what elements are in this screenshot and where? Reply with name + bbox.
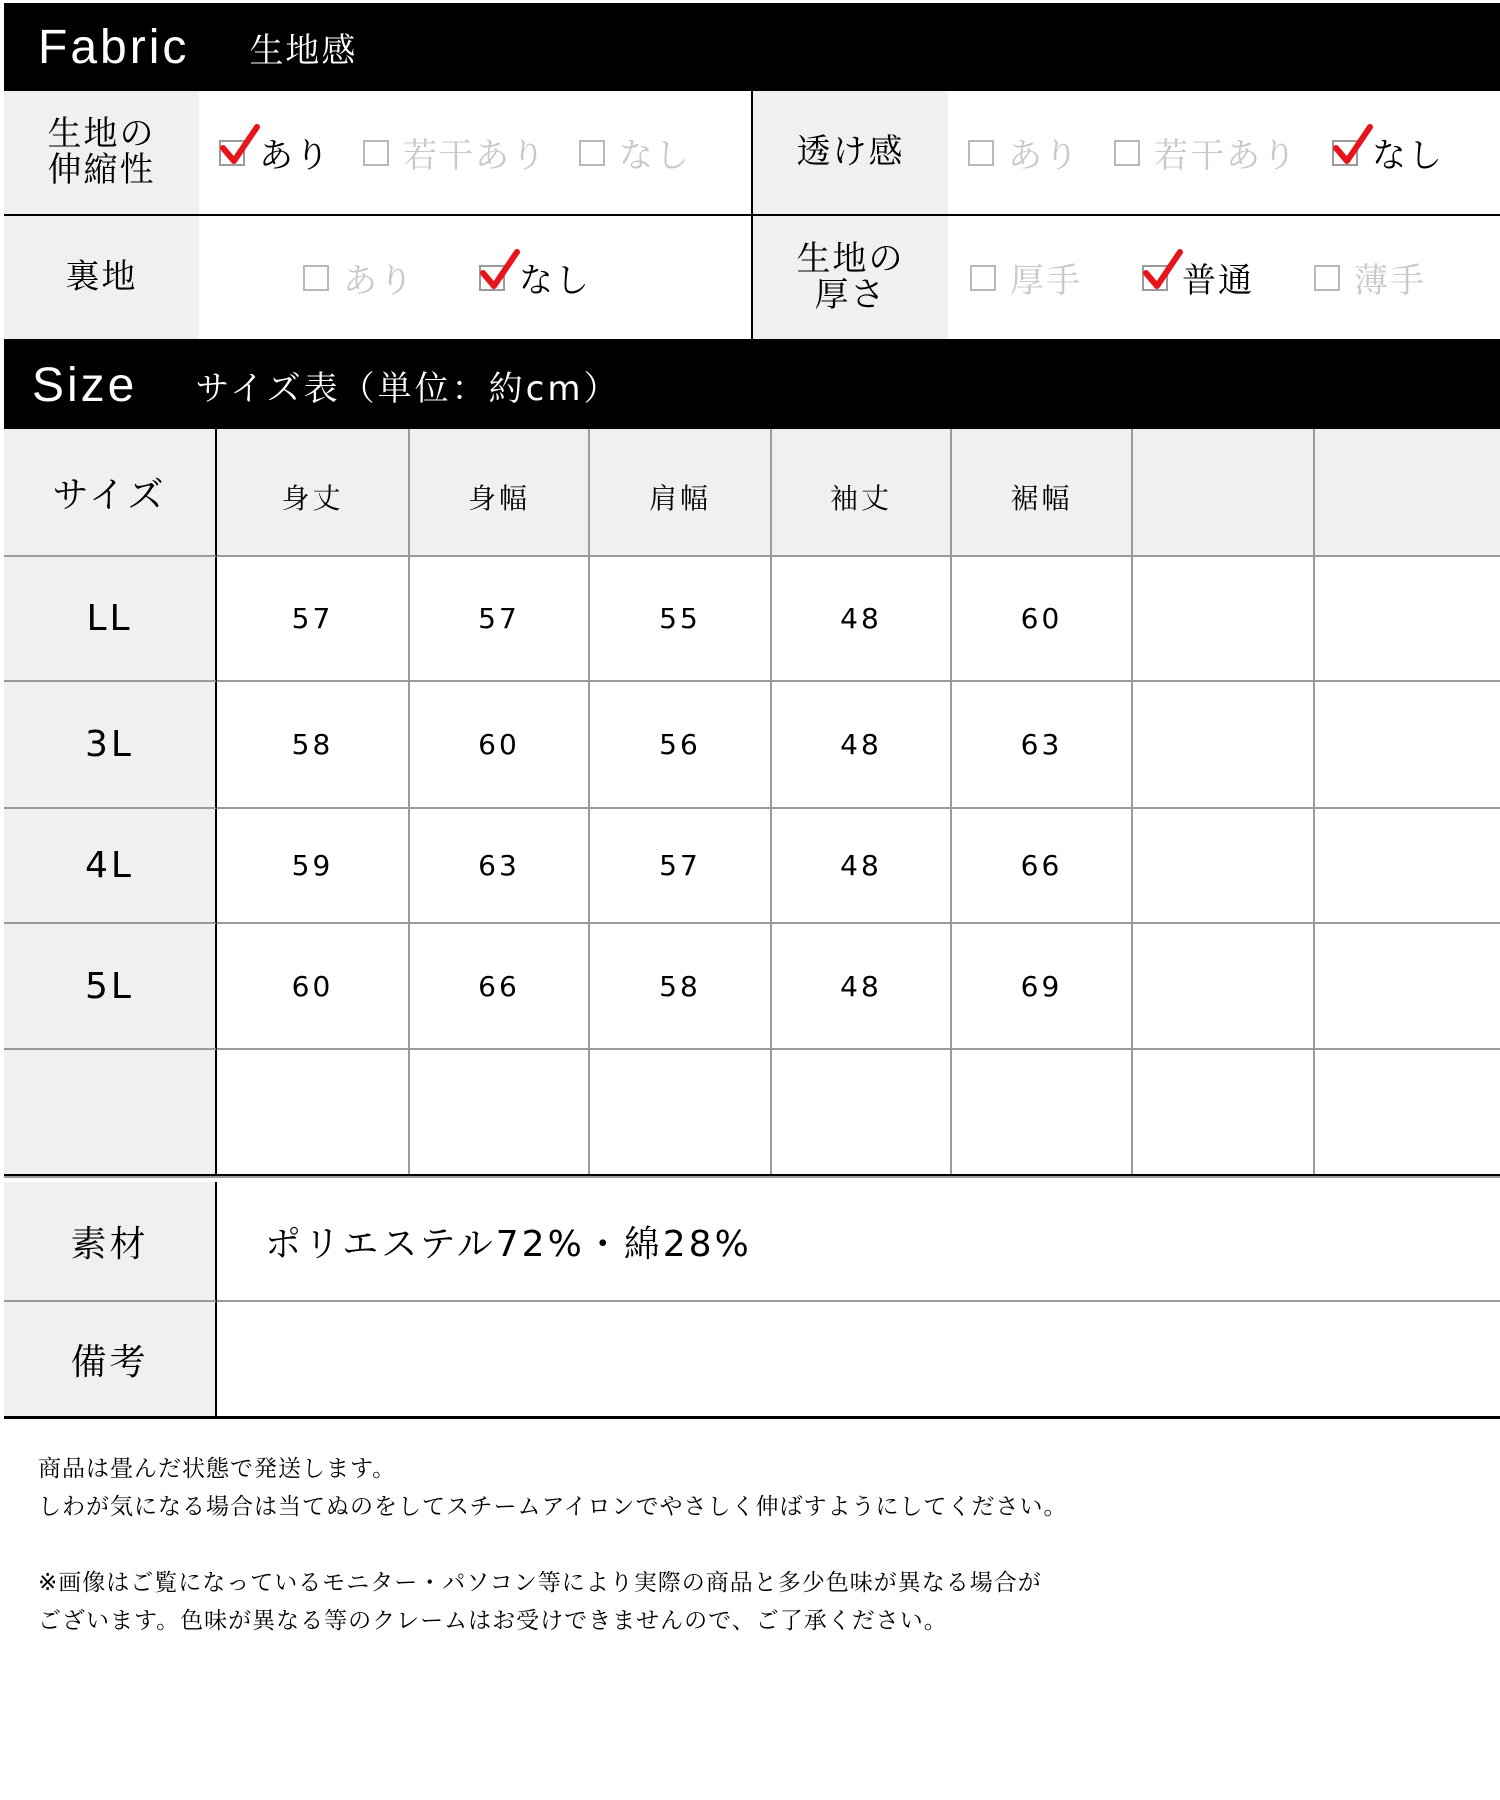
material-label: 素材 [4,1182,217,1302]
table-cell [1133,809,1315,924]
checkbox-icon [479,265,505,291]
table-cell: 48 [772,809,952,924]
note-gap [38,1526,1067,1564]
table-cell: 57 [590,809,772,924]
material-value: ポリエステル72%・綿28% [217,1182,1500,1302]
lining-option-1[interactable]: なし [479,253,591,302]
row-size-label: 4L [4,809,217,924]
table-cell: 59 [217,809,410,924]
column-header: 身幅 [410,429,590,557]
stretch-label: 生地の 伸縮性 [4,91,199,216]
checkbox-icon [1114,140,1140,166]
checkmark-icon [480,249,520,291]
thickness-options [948,216,1500,341]
column-header: 袖丈 [772,429,952,557]
notes [38,1450,1067,1640]
table-cell: 63 [410,809,590,924]
thickness-label: 生地の 厚さ [753,216,948,341]
table-cell [772,1050,952,1174]
table-cell [1315,682,1500,809]
table-cell [1133,1050,1315,1174]
sheer-option-1[interactable]: 若干あり [1114,128,1298,177]
table-cell: 48 [772,557,952,682]
table-cell [1315,809,1500,924]
table-cell [1133,924,1315,1050]
lining-label: 裏地 [4,216,199,341]
table-cell: 58 [217,682,410,809]
thickness-option-0[interactable]: 厚手 [970,253,1082,302]
column-header: 身丈 [217,429,410,557]
checkbox-icon [579,140,605,166]
size-title-jp: サイズ表（単位：約cm） [195,368,621,409]
table-cell: 56 [590,682,772,809]
material-table [4,1182,1500,1419]
table-cell: 69 [952,924,1133,1050]
table-cell: 66 [952,809,1133,924]
sheer-option-0[interactable]: あり [968,128,1080,177]
table-cell [217,1050,410,1174]
stretch-options [199,91,753,216]
note-line: しわが気になる場合は当てぬのをしてスチームアイロンでやさしく伸ばすようにしてください。 [38,1494,1068,1520]
sheer-options [948,91,1500,216]
stretch-option-2[interactable]: なし [579,128,691,177]
row-size-label: 3L [4,682,217,809]
fabric-title-jp: 生地感 [249,30,358,71]
table-cell: 58 [590,924,772,1050]
fabric-title-en: Fabric [38,20,190,74]
table-cell: 55 [590,557,772,682]
thickness-option-2[interactable]: 薄手 [1314,253,1426,302]
table-cell [1133,557,1315,682]
checkbox-icon [1332,140,1358,166]
table-cell: 57 [217,557,410,682]
stretch-option-1[interactable]: 若干あり [363,128,547,177]
sheer-option-2[interactable]: なし [1332,128,1444,177]
table-cell [1315,924,1500,1050]
note-line: ※画像はご覧になっているモニター・パソコン等により実際の商品と多少色味が異なる場合が [38,1570,1042,1596]
table-cell [1315,1050,1500,1174]
column-header: 裾幅 [952,429,1133,557]
table-cell: 48 [772,682,952,809]
note-line: 商品は畳んだ状態で発送します。 [38,1456,397,1482]
remarks-label: 備考 [4,1302,217,1416]
fabric-grid [4,91,1500,341]
column-header [1133,429,1315,557]
checkbox-icon [970,265,996,291]
size-title-en: Size [32,358,138,412]
checkmark-icon [1333,124,1373,166]
table-cell: 48 [772,924,952,1050]
fabric-section-header [4,3,1500,91]
row-size-label: 5L [4,924,217,1050]
table-cell: 57 [410,557,590,682]
table-cell: 60 [952,557,1133,682]
checkbox-icon [303,265,329,291]
size-table [4,429,1500,1176]
remarks-value [217,1302,1500,1416]
table-cell [1315,557,1500,682]
size-section-header [4,341,1500,429]
row-size-label: LL [4,557,217,682]
table-cell: 63 [952,682,1133,809]
column-header [1315,429,1500,557]
table-cell [952,1050,1133,1174]
thickness-option-1[interactable]: 普通 [1142,253,1254,302]
row-size-label [4,1050,217,1174]
stretch-option-0[interactable]: あり [219,128,331,177]
table-cell [590,1050,772,1174]
checkbox-icon [1314,265,1340,291]
checkmark-icon [1143,249,1183,291]
sheer-label: 透け感 [753,91,948,216]
checkbox-icon [363,140,389,166]
checkbox-icon [219,140,245,166]
table-cell: 60 [217,924,410,1050]
table-cell [410,1050,590,1174]
checkbox-icon [968,140,994,166]
lining-option-0[interactable]: あり [303,253,415,302]
checkmark-icon [220,124,260,166]
table-cell: 66 [410,924,590,1050]
note-line: ございます。色味が異なる等のクレームはお受けできませんので、ご了承ください。 [38,1608,948,1634]
size-corner-header: サイズ [4,429,217,557]
lining-options [199,216,753,341]
table-cell [1133,682,1315,809]
checkbox-icon [1142,265,1168,291]
table-cell: 60 [410,682,590,809]
column-header: 肩幅 [590,429,772,557]
